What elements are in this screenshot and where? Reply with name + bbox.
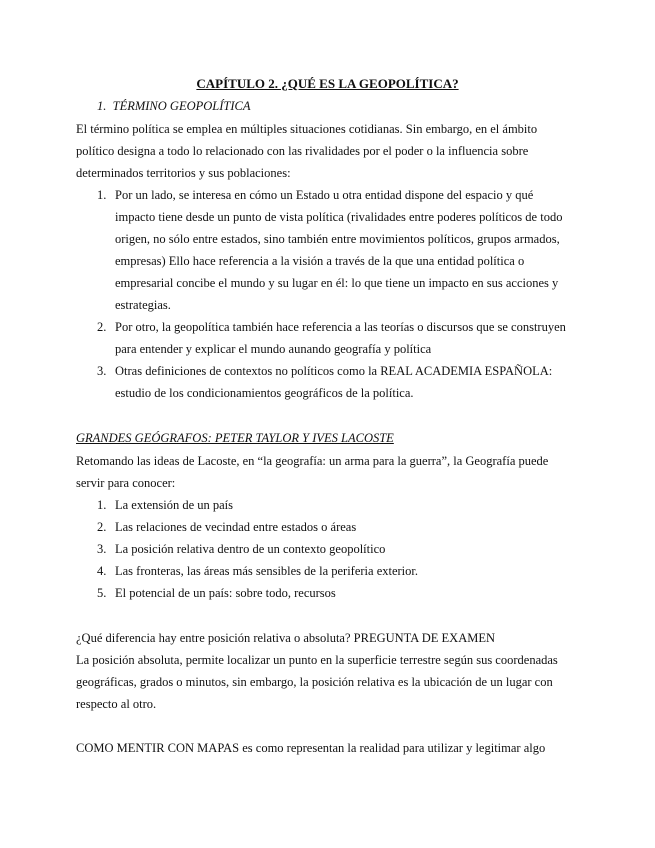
list-item-text: Las fronteras, las áreas más sensibles de la periferia exterior. xyxy=(115,564,418,578)
section1-list xyxy=(76,184,576,404)
list-item-number: 5. xyxy=(97,586,107,600)
list-item-number: 1. xyxy=(97,188,107,202)
list-item-text: La extensión de un país xyxy=(115,498,234,512)
list-item-number: 1. xyxy=(97,498,107,512)
section2-intro: Retomando las ideas de Lacoste, en “la geografía: un arma para la guerra”, la Geografía puede servir para conocer: xyxy=(76,454,549,490)
section-heading-text: TÉRMINO GEOPOLÍTICA xyxy=(112,99,251,113)
list-item xyxy=(76,516,576,538)
list-item-number: 2. xyxy=(97,320,107,334)
page-title: CAPÍTULO 2. ¿QUÉ ES LA GEOPOLÍTICA? xyxy=(196,76,459,91)
list-item-number: 3. xyxy=(97,542,107,556)
mapas-note: COMO MENTIR CON MAPAS es como representan la realidad para utilizar y legitimar algo xyxy=(76,741,546,755)
section-heading-grandes-geografos: GRANDES GEÓGRAFOS: PETER TAYLOR Y IVES LACOSTE xyxy=(76,431,394,445)
exam-answer: La posición absoluta, permite localizar un punto en la superficie terrestre según sus coordenadas geográficas, grados o minutos, sin embargo, la posición relativa es la ubicación de un lugar con respecto al otro. xyxy=(76,653,558,711)
exam-question: ¿Qué diferencia hay entre posición relativa o absoluta? PREGUNTA DE EXAMEN xyxy=(76,631,496,645)
list-item-text: Otras definiciones de contextos no políticos como la REAL ACADEMIA ESPAÑOLA: estudio de los condicionamientos geográficos de la política. xyxy=(115,364,553,400)
list-item-text: El potencial de un país: sobre todo, recursos xyxy=(115,586,336,600)
list-item xyxy=(76,316,576,360)
list-item xyxy=(76,582,576,604)
list-item-text: La posición relativa dentro de un contexto geopolítico xyxy=(115,542,386,556)
list-item-number: 2. xyxy=(97,520,107,534)
list-item xyxy=(76,184,576,316)
section-heading-termino xyxy=(97,95,597,117)
section-heading-number: 1. xyxy=(97,99,107,113)
section1-intro: El término política se emplea en múltiples situaciones cotidianas. Sin embargo, en el ámbito político designa a todo lo relacionado con las rivalidades por el poder o la influencia sobre determinados territorios y sus poblaciones: xyxy=(76,122,538,180)
list-item-text: Por otro, la geopolítica también hace referencia a las teorías o discursos que se construyen para entender y explicar el mundo aunando geografía y política xyxy=(115,320,566,356)
list-item-number: 4. xyxy=(97,564,107,578)
section2-list xyxy=(76,494,576,604)
list-item xyxy=(76,560,576,582)
list-item-text: Las relaciones de vecindad entre estados o áreas xyxy=(115,520,357,534)
list-item-text: Por un lado, se interesa en cómo un Estado u otra entidad dispone del espacio y qué impacto tiene desde un punto de vista política (rivalidades entre poderes políticos de todo origen, no sólo entre estados, sino también entre movimientos políticos, grupos armados, empresas) Ello hace referencia a la visión a través de la que una entidad política o empresarial concibe el mundo y su lugar en él: lo que tiene un impacto en sus acciones y estrategias. xyxy=(115,188,563,312)
list-item xyxy=(76,538,576,560)
list-item xyxy=(76,494,576,516)
list-item-number: 3. xyxy=(97,364,107,378)
list-item xyxy=(76,360,576,404)
